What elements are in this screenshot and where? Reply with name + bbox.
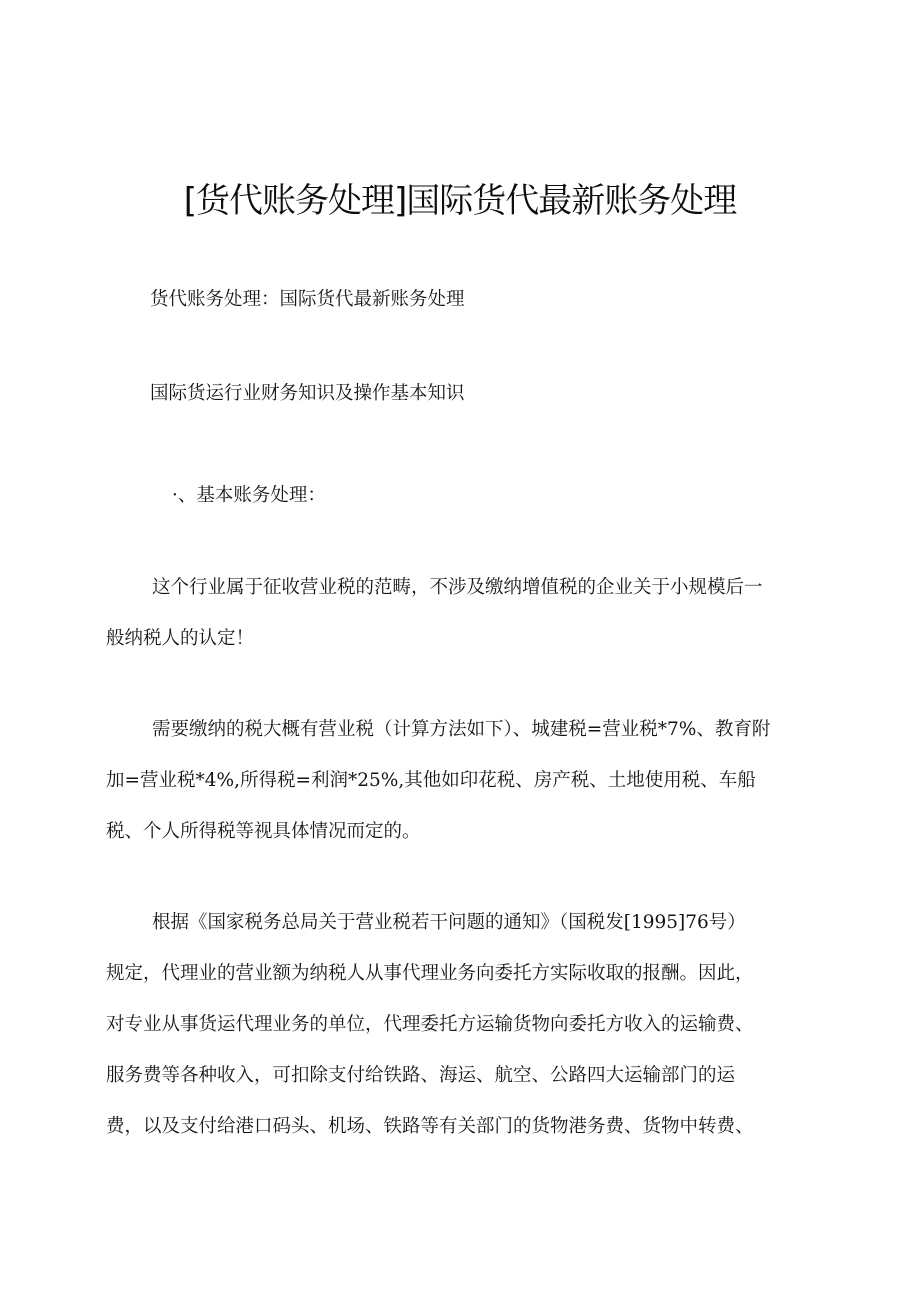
paragraph-line: 般纳税人的认定！ [106, 628, 255, 649]
paragraph-line: 税、个人所得税等视具体情况而定的。 [106, 821, 421, 842]
paragraph-3 [106, 910, 826, 1140]
section-heading: 国际货运行业财务知识及操作基本知识 [150, 383, 465, 404]
list-item-heading: ·、基本账务处理： [172, 485, 326, 506]
paragraph-line: 需要缴纳的税大概有营业税（计算方法如下）、城建税=营业税*7%、教育附 [152, 719, 771, 740]
document-title: [货代账务处理]国际货代最新账务处理 [183, 181, 737, 221]
document-subtitle: 货代账务处理：国际货代最新账务处理 [150, 289, 465, 310]
paragraph-line: 根据《国家税务总局关于营业税若干问题的通知》（国税发[1995]76号） [152, 912, 746, 933]
paragraph-line: 对专业从事货运代理业务的单位，代理委托方运输货物向委托方收入的运输费、 [106, 1014, 754, 1035]
paragraph-line: 费，以及支付给港口码头、机场、铁路等有关部门的货物港务费、货物中转费、 [106, 1116, 754, 1137]
paragraph-line: 加=营业税*4%,所得税=利润*25%,其他如印花税、房产税、土地使用税、车船 [106, 770, 756, 791]
paragraph-line: 服务费等各种收入，可扣除支付给铁路、海运、航空、公路四大运输部门的运 [106, 1065, 736, 1086]
paragraph-line: 规定，代理业的营业额为纳税人从事代理业务向委托方实际收取的报酬。因此， [106, 963, 754, 984]
paragraph-2 [106, 717, 826, 845]
paragraph-line: 这个行业属于征收营业税的范畴，不涉及缴纳增值税的企业关于小规模后一 [152, 577, 763, 598]
paragraph-1 [106, 575, 826, 652]
